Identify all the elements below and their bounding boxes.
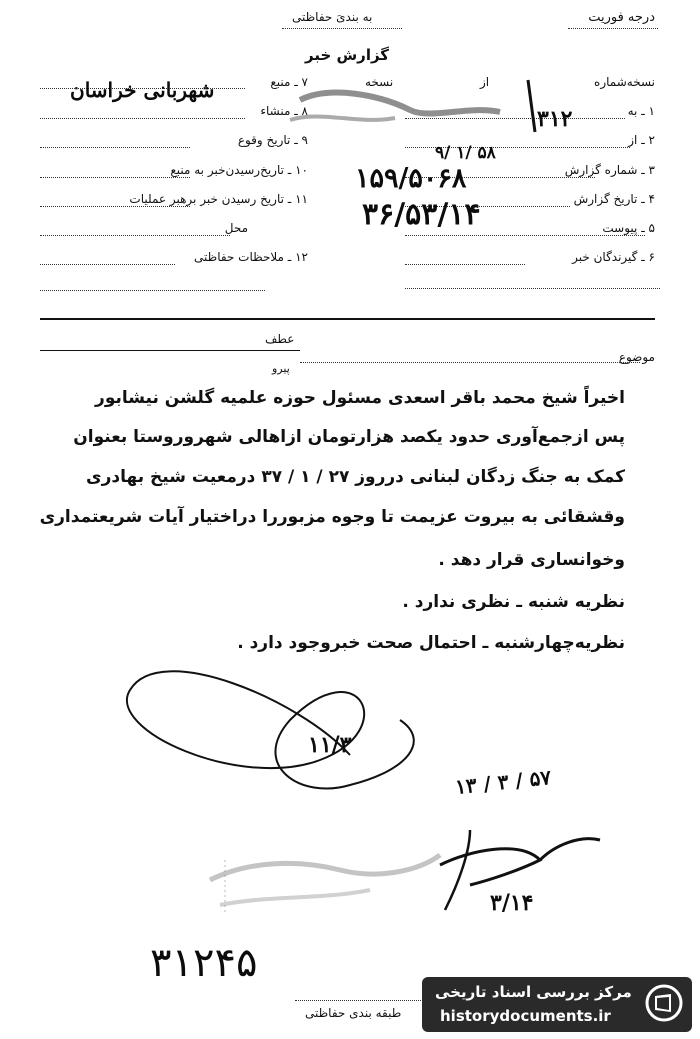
watermark-title: مرکز بررسی اسناد تاریخی	[435, 983, 632, 1001]
origin-label: ۸ ـ منشاء	[260, 104, 308, 118]
ref-atf-label: عطف	[265, 332, 295, 346]
stamp-org: شهربانی خراسان	[70, 78, 215, 102]
received-ops-label: ۱۱ ـ تاریخ رسیدن خبر برهبر عملیات	[129, 192, 308, 206]
ref-peyro-label: پیرو	[272, 362, 290, 375]
origin-line	[40, 118, 245, 119]
copy-number-label: نسخه‌شماره	[594, 75, 655, 89]
report-date-label: ۴ ـ تاریخ گزارش	[573, 192, 655, 206]
attachment-line	[405, 235, 645, 236]
report-number-label: ۳ ـ شماره گزارش	[564, 163, 655, 177]
footer-classification: طبقه بندی حفاظتی	[305, 1006, 402, 1020]
copy-label: نسخه	[365, 75, 394, 89]
recipients-label: ۶ ـ گیرندگان خبر	[572, 250, 655, 264]
handwritten-bottom-number: ۳۱۲۴۵	[150, 940, 258, 986]
to-label: ۱ ـ به	[627, 104, 655, 118]
body-line-6: نظریه شنبه ـ نظری ندارد .	[402, 592, 625, 612]
body-line-3: کمک به جنگ زدگان لبنانی درروز ۲۷ / ۱ / ۳۷ درمعیت شیخ بهادری	[86, 467, 625, 487]
source-label: ۷ ـ منبع	[270, 75, 308, 89]
attachment-label: ۵ ـ پیوست	[602, 221, 655, 235]
body-line-5: وخوانساری قرار دهد .	[438, 550, 625, 570]
from-label: ۲ ـ از	[628, 133, 655, 147]
handwritten-circle-note: ۱۱/۳	[308, 732, 352, 758]
handwritten-ref-2: ۳۶/۵۳/۱۴	[362, 197, 481, 232]
to-line	[405, 118, 625, 119]
of-label: از	[480, 75, 490, 89]
handwritten-sig-number: ۳/۱۴	[490, 890, 534, 916]
security-notes-line-2	[40, 290, 265, 291]
event-date-label: ۹ ـ تاریخ وقوع	[237, 133, 308, 147]
handwritten-date-top: ۹/ ۱/ ۵۸	[435, 143, 496, 163]
classification-top: به بندیَ حفاظتی	[292, 10, 373, 24]
handwritten-ref-1: ۱۵۹/۵۰۶۸	[355, 163, 467, 194]
subject-line	[300, 362, 640, 363]
handwritten-date-bottom: ۱۳ / ۳ / ۵۷	[454, 765, 553, 799]
priority-line	[568, 28, 658, 29]
header-divider	[40, 318, 655, 320]
place-label: محل	[224, 221, 248, 235]
received-source-label: ۱۰ ـ تاریخ‌رسیدن‌خبر به منبع	[170, 163, 308, 177]
received-ops-line	[40, 206, 190, 207]
security-notes-label: ۱۲ ـ ملاحظات حفاظتی	[194, 250, 308, 264]
recipients-line-2	[405, 288, 660, 289]
ref-divider	[40, 350, 300, 351]
watermark-logo-icon	[644, 983, 684, 1023]
body-line-2: پس ازجمع‌آوری حدود یکصد هزارتومان ازاهالی شهروروستا بعنوان	[73, 427, 625, 447]
watermark-url: historydocuments.ir	[440, 1007, 611, 1025]
security-notes-line	[40, 264, 175, 265]
handwritten-312: ۳۱۲	[537, 106, 573, 132]
recipients-line	[405, 264, 525, 265]
page-title: گزارش خبر	[305, 46, 390, 64]
event-date-line	[40, 147, 190, 148]
body-line-7: نظریه‌چهارشنبه ـ احتمال صحت خبروجود دارد .	[237, 633, 625, 653]
received-source-line	[40, 177, 190, 178]
subject-label: موضوع	[618, 350, 655, 364]
body-line-1: اخیراً شیخ محمد باقر اسعدی مسئول حوزه علمیه گلشن نیشابور	[95, 388, 625, 408]
place-line	[40, 235, 230, 236]
body-line-4: وقشقائی به‌ بیروت عزیمت تا وجوه مزبوررا دراختیار آیات شریعتمداری	[39, 507, 625, 527]
classification-top-line	[282, 28, 402, 29]
priority-label: درجه فوریت	[588, 10, 655, 25]
